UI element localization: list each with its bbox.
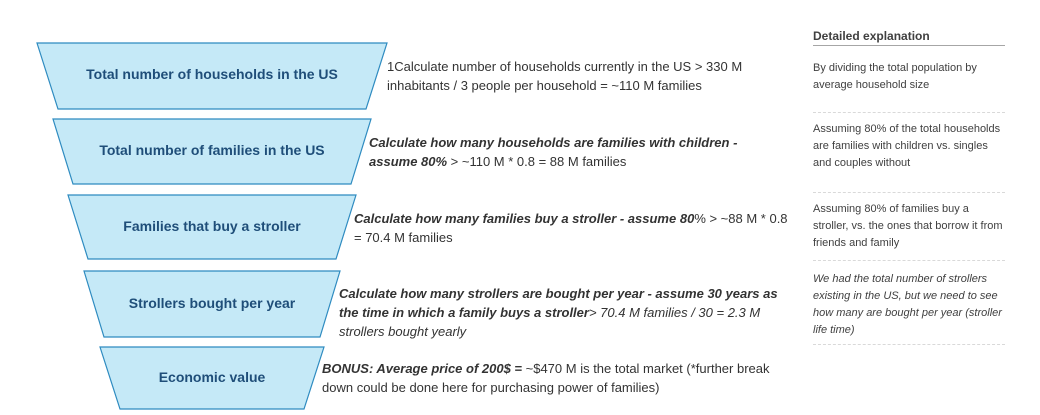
calc-text-2 [369,133,784,171]
stage-label-2: Total number of families in the US [99,142,325,158]
calc-segment: ~$470 M is the total market (*further break down could be done here for purchasing power of families) [322,361,770,395]
explanation-divider-1 [813,112,1005,113]
calc-segment: BONUS: Average price of 200$ = [322,361,523,376]
calc-segment: % > ~88 M * 0.8 = 70.4 M families [354,211,788,245]
explanation-2: Assuming 80% of the total households are families with children vs. singles and couples without [813,123,1001,169]
explanation-4: We had the total number of strollers existing in the US, but we need to see how many are bought per year (stroller life time) [813,273,1002,336]
stage-label-1: Total number of households in the US [86,66,338,82]
calc-text-3 [354,209,794,247]
calc-text-5 [322,359,787,397]
explanation-3: Assuming 80% of families buy a stroller, vs. the ones that borrow it from friends and family [813,203,1003,249]
calc-text-4 [339,284,779,341]
stage-label-5: Economic value [158,369,266,385]
calc-segment: Calculate how many households are families with children - assume 80% [369,135,738,169]
calc-segment: > ~110 M * 0.8 = 88 M families [447,154,627,169]
calc-segment: Calculate how many strollers are bought per year - assume 30 years as the time in which a family buys a stroller [339,286,778,320]
explanation-divider-3 [813,260,1005,261]
explanation-divider-4 [813,344,1005,345]
calc-text-1 [387,57,782,95]
explanation-1: By dividing the total population by average household size [813,62,977,91]
explanation-header: Detailed explanation [813,29,1005,46]
calc-segment: Calculate how many families buy a stroller - assume 80 [354,211,695,226]
calc-segment: > 70.4 M families / 30 = 2.3 M strollers bought yearly [339,305,761,339]
stage-label-4: Strollers bought per year [128,295,296,311]
explanation-divider-2 [813,192,1005,193]
calc-segment: 1Calculate number of households currently in the US > 330 M inhabitants / 3 people per household = ~110 M families [387,59,743,93]
stage-label-3: Families that buy a stroller [123,218,301,234]
